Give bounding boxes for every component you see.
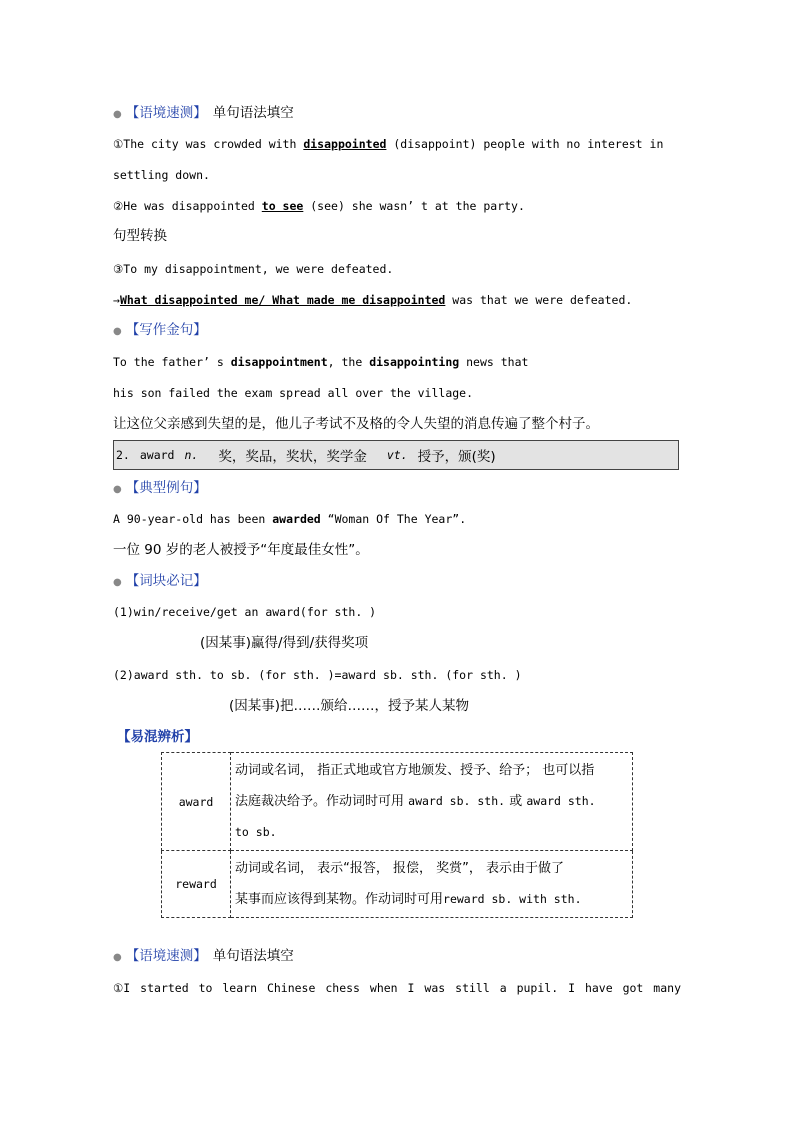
question-3: ③To my disappointment, we were defeated. xyxy=(113,262,394,276)
section-label: 【写作金句】 xyxy=(125,322,207,338)
question-4-word: learn xyxy=(222,981,257,995)
chunk-2: (2)award sth. to sb. (for sth. )=award sb. sth. (for sth. ) xyxy=(113,668,522,682)
arrow-icon: → xyxy=(113,293,120,307)
question-4-word: I xyxy=(568,981,575,995)
question-4-word: got xyxy=(622,981,644,995)
part-of-speech: n. xyxy=(184,448,199,462)
question-4-word: was xyxy=(424,981,446,995)
golden-sentence-line-1: To the father’ s disappointment, the disappointing news that xyxy=(113,355,529,369)
section-title: 单句语法填空 xyxy=(212,948,294,964)
word-entry-award: 2. award n. 奖，奖品，奖状，奖学金 vt. 授予，颁(奖) xyxy=(113,440,679,470)
bullet-icon: ● xyxy=(113,952,122,963)
chunk-1: (1)win/receive/get an award(for sth. ) xyxy=(113,605,377,619)
question-1: ①The city was crowded with disappointed (disappoint) people with no interest in xyxy=(113,137,664,151)
definition: 授予，颁(奖) xyxy=(417,449,496,465)
bullet-icon: ● xyxy=(113,109,122,120)
section-label: 【词块必记】 xyxy=(125,573,207,589)
transform-label: 句型转换 xyxy=(113,228,167,244)
question-4-word: still xyxy=(455,981,490,995)
question-3-answer: →What disappointed me/ What made me disappointed was that we were defeated. xyxy=(113,293,633,307)
answer-1: disappointed xyxy=(303,137,387,151)
chunk-2-translation: (因某事)把……颁给……，授予某人某物 xyxy=(229,698,470,714)
question-2: ②He was disappointed to see (see) she wasn’ t at the party. xyxy=(113,199,525,213)
question-4-word: I xyxy=(407,981,415,995)
section-header-comparison xyxy=(117,729,198,745)
question-4-word: started xyxy=(140,981,189,995)
section-header-chunks xyxy=(113,573,207,591)
section-label: 【易混辨析】 xyxy=(117,729,198,745)
bullet-icon: ● xyxy=(113,484,122,495)
section-header-context-test xyxy=(113,105,294,123)
example-sentence: A 90-year-old has been awarded “Woman Of The Year”. xyxy=(113,512,467,526)
definition: 奖，奖品，奖状，奖学金 xyxy=(218,449,367,465)
question-4-word: Chinese xyxy=(266,981,316,995)
bullet-icon: ● xyxy=(113,326,122,337)
comparison-table xyxy=(161,752,633,918)
table-cell-word: reward xyxy=(162,851,231,918)
section-header-example xyxy=(113,480,207,498)
table-cell-description: 动词或名词， 指正式地或官方地颁发、授予、给予； 也可以指 法庭裁决给予。作动词时可用 award sb. sth. 或 award sth. to sb. xyxy=(231,753,633,851)
table-cell-description: 动词或名词， 表示“报答， 报偿， 奖赏”， 表示由于做了 某事而应该得到某物。作动词时可用reward sb. with sth. xyxy=(231,851,633,918)
question-4-word: have xyxy=(584,981,613,995)
answer-3: What disappointed me/ What made me disappointed xyxy=(119,293,446,307)
example-translation: 一位 90 岁的老人被授予“年度最佳女性”。 xyxy=(113,542,369,558)
question-4 xyxy=(113,980,681,996)
part-of-speech: vt. xyxy=(386,448,408,462)
section-title: 单句语法填空 xyxy=(212,105,294,121)
bullet-icon: ● xyxy=(113,577,122,588)
section-header-golden-sentence xyxy=(113,322,207,340)
golden-sentence-line-2: his son failed the exam spread all over the village. xyxy=(113,386,474,400)
word-headword: award xyxy=(139,448,175,462)
question-4-word: a xyxy=(499,981,507,995)
question-4-word: to xyxy=(198,981,213,995)
golden-sentence-translation: 让这位父亲感到失望的是，他儿子考试不及格的令人失望的消息传遍了整个村子。 xyxy=(113,416,599,432)
chunk-1-translation: (因某事)赢得/得到/获得奖项 xyxy=(200,635,369,651)
question-1-continued: settling down. xyxy=(113,168,210,182)
table-row xyxy=(162,851,633,918)
question-4-word: when xyxy=(369,981,398,995)
question-4-word: chess xyxy=(325,981,360,995)
question-4-word: many xyxy=(653,981,681,995)
section-label: 【语境速测】 xyxy=(125,948,207,964)
section-header-context-test-2 xyxy=(113,948,294,966)
question-4-word: pupil. xyxy=(516,981,559,995)
section-label: 【语境速测】 xyxy=(125,105,207,121)
table-cell-word: award xyxy=(162,753,231,851)
table-row xyxy=(162,753,633,851)
section-label: 【典型例句】 xyxy=(125,480,207,496)
answer-2: to see xyxy=(261,199,304,213)
question-4-word: ①I xyxy=(113,981,131,995)
